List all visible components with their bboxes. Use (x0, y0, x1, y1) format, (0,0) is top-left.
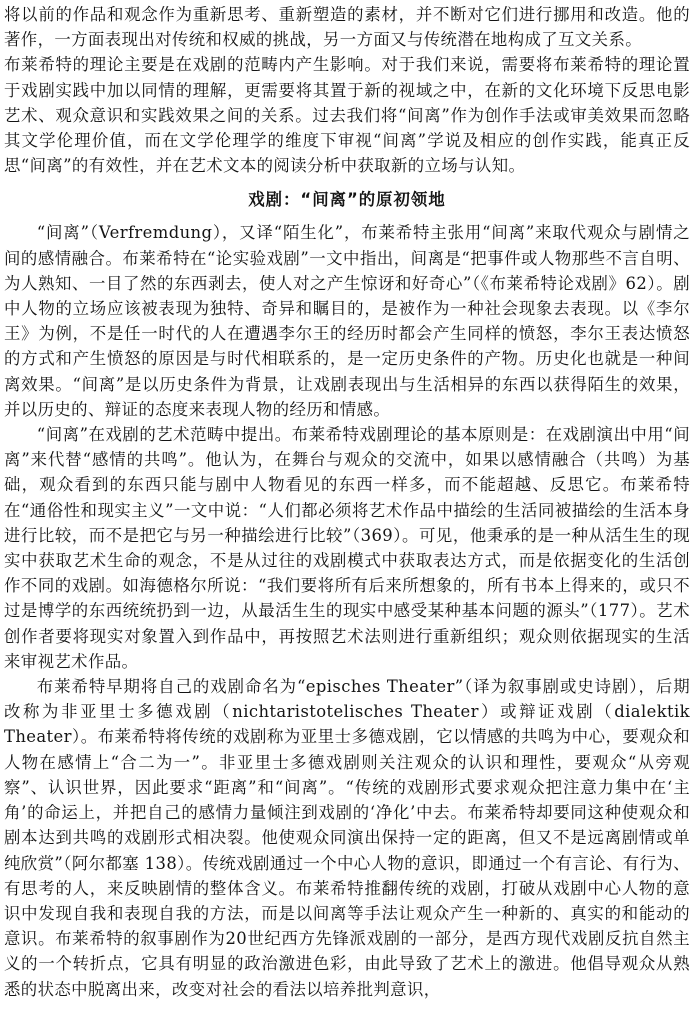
paragraph-verfremdung-principle: “间离”在戏剧的艺术范畴中提出。布莱希特戏剧理论的基本原则是：在戏剧演出中用“间离”来代替“感情的共鸣”。他认为，在舞台与观众的交流中，如果以感情融合（共鸣）为基础，观众看到的东西只能与剧中人物看见的东西一样多，而不能超越、反思它。布莱希特在“通俗性和现实主义”一文中说：“人们都必须将艺术作品中描绘的生活同被描绘的生活本身进行比较，而不是把它与另一种描绘进行比较”（369）。可见，他秉承的是一种从活生生的现实中获取艺术生命的观念，不是从过往的戏剧模式中获取表达方式，而是依据变化的生活创作不同的戏剧。如海德格尔所说：“我们要将所有后来所想象的，所有书本上得来的，或只不过是博学的东西统统扔到一边，从最活生生的现实中感受某种基本问题的源头”（177）。艺术创作者要将现实对象置入到作品中，再按照艺术法则进行重新组织；观众则依据现实的生活来审视艺术作品。 (4, 425, 690, 671)
paragraph-intro: 布莱希特的理论主要是在戏剧的范畴内产生影响。对于我们来说，需要将布莱希特的理论置于戏剧实践中加以同情的理解，更需要将其置于新的视域之中，在新的文化环境下反思电影艺术、观众意识和实践效果之间的关系。过去我们将“间离”作为创作手法或审美效果而忽略其文学伦理价值，而在文学伦理学的维度下审视“间离”学说及相应的创作实践，能真正反思“间离”的有效性，并在艺术文本的阅读分析中获取新的立场与认知。 (4, 55, 690, 176)
section-title: 戏剧：“间离”的原初领地 (248, 190, 446, 210)
paragraph-verfremdung-definition: “间离”（Verfremdung），又译“陌生化”，布莱希特主张用“间离”来取代观众与剧情之间的感情融合。布莱希特在“论实验戏剧”一文中指出，间离是“把事件或人物那些不言自明、为人熟知、一目了然的东西剥去，使人对之产生惊讶和好奇心”（《布莱希特论戏剧》62）。剧中人物的立场应该被表现为独特、奇异和瞩目的，是被作为一种社会现象去表现。以《李尔王》为例，不是任一时代的人在遭遇李尔王的经历时都会产生同样的愤怒，李尔王表达愤怒的方式和产生愤怒的原因是与时代相联系的，是一定历史条件的产物。历史化也就是一种间离效果。“间离”是以历史条件为背景，让戏剧表现出与生活相异的东西以获得陌生的效果，并以历史的、辩证的态度来表现人物的经历和情感。 (4, 223, 690, 419)
paragraph-continued: 将以前的作品和观念作为重新思考、重新塑造的素材，并不断对它们进行挪用和改造。他的著作，一方面表现出对传统和权威的挑战，另一方面又与传统潜在地构成了互文关系。 (4, 5, 690, 50)
paragraph-epic-theater: 布莱希特早期将自己的戏剧命名为“episches Theater”（译为叙事剧或史诗剧），后期改称为非亚里士多德戏剧（nichtaristotelisches Theater）或辩证戏剧（dialektik Theater）。布莱希特将传统的戏剧称为亚里士多德戏剧，它以情感的共鸣为中心，要观众和人物在感情上“合二为一”。非亚里士多德戏剧则关注观众的认识和理性，要观众“从旁观察”、认识世界，因此要求“距离”和“间离”。“传统的戏剧形式要求观众把注意力集中在‘主角’的命运上，并把自己的感情力量倾注到戏剧的‘净化’中去。布莱希特却要同这种使观众和剧本达到共鸣的戏剧形式相决裂。他使观众同演出保持一定的距离，但又不是远离剧情或单纯欣赏”（阿尔都塞 138）。传统戏剧通过一个中心人物的意识，即通过一个有言论、有行为、有思考的人，来反映剧情的整体含义。布莱希特推翻传统的戏剧，打破从戏剧中心人物的意识中发现自我和表现自我的方法，而是以间离等手法让观众产生一种新的、真实的和能动的意识。布莱希特的叙事剧作为20世纪西方先锋派戏剧的一部分，是西方现代戏剧反抗自然主义的一个转折点，它具有明显的政治激进色彩，由此导致了艺术上的激进。他倡导观众从熟悉的状态中脱离出来，改变对社会的看法以培养批判意识， (4, 677, 690, 999)
